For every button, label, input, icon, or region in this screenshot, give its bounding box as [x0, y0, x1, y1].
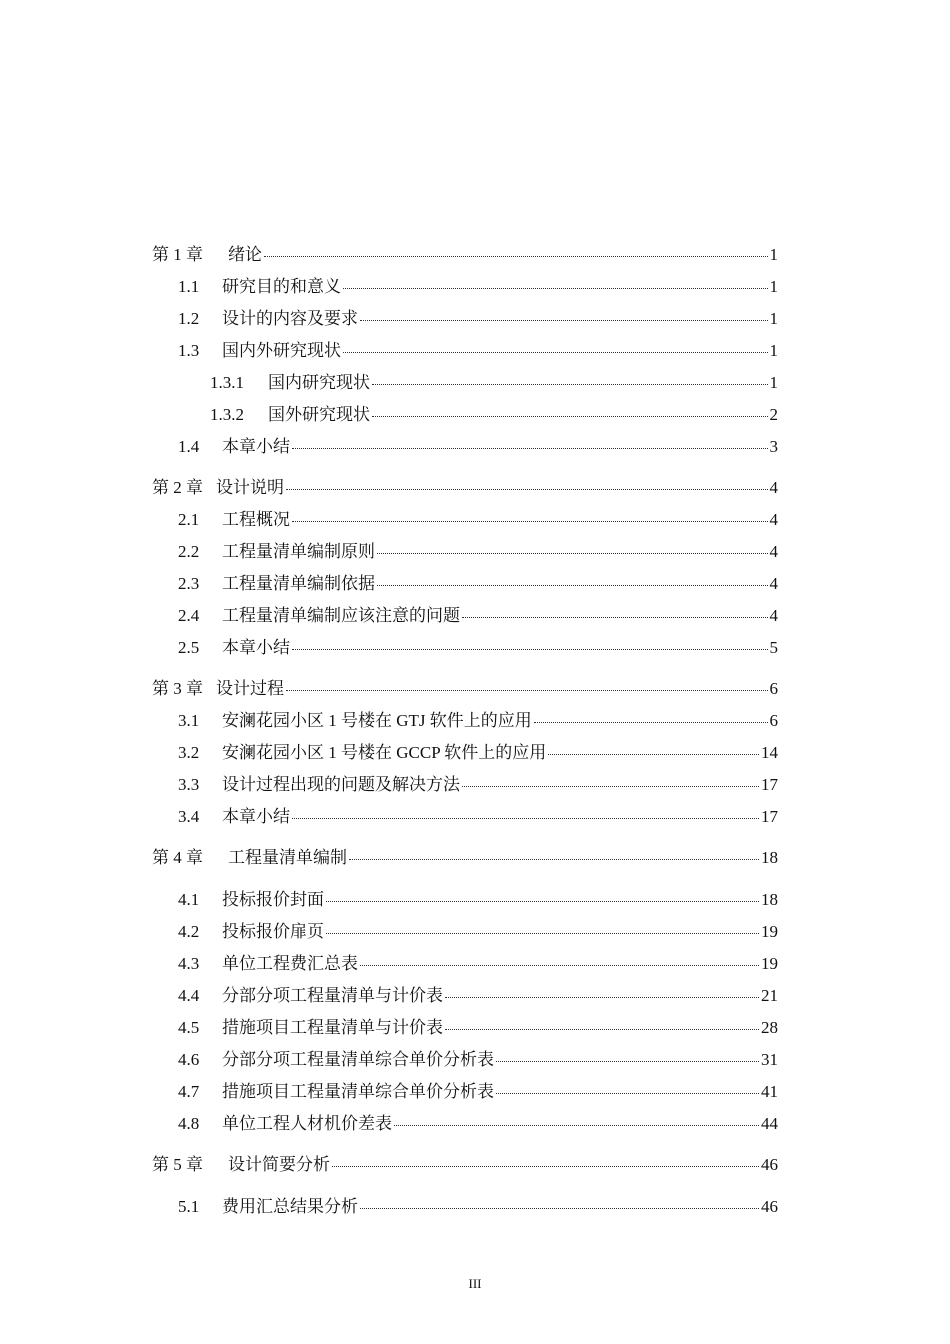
dot-leader — [264, 255, 768, 257]
toc-entry-title: 国内外研究现状 — [222, 341, 341, 360]
toc-entry[interactable] — [178, 1049, 778, 1071]
toc-entry-title: 工程量清单编制原则 — [222, 542, 375, 561]
dot-leader — [343, 351, 768, 353]
toc-entry-title: 研究目的和意义 — [222, 277, 341, 296]
toc-entry-page: 4 — [769, 510, 778, 529]
toc-entry-page: 41 — [761, 1082, 778, 1101]
toc-chapter-entry[interactable] — [152, 678, 778, 700]
toc-entry[interactable] — [178, 1081, 778, 1103]
dot-leader — [394, 1124, 759, 1126]
toc-entry-page: 4 — [769, 478, 778, 497]
dot-leader — [377, 584, 768, 586]
toc-entry-page: 6 — [769, 711, 778, 730]
toc-entry-number: 4.4 — [178, 986, 200, 1005]
toc-entry-title: 工程量清单编制应该注意的问题 — [222, 606, 460, 625]
toc-entry-title: 设计的内容及要求 — [222, 309, 358, 328]
toc-entry-title: 设计简要分析 — [228, 1155, 330, 1175]
toc-entry-page: 3 — [769, 437, 778, 456]
toc-entry-number: 2.4 — [178, 606, 200, 625]
toc-entry-number: 2.1 — [178, 510, 200, 529]
toc-entry-page: 21 — [761, 986, 778, 1005]
toc-entry-title: 本章小结 — [222, 638, 290, 657]
toc-entry-number: 3.1 — [178, 711, 200, 730]
toc-entry-number: 第 1 章 — [152, 245, 203, 264]
toc-entry-number: 第 2 章 — [152, 478, 203, 497]
toc-entry[interactable] — [178, 985, 778, 1007]
dot-leader — [292, 520, 768, 522]
dot-leader — [349, 858, 759, 860]
toc-entry[interactable] — [178, 509, 778, 531]
toc-entry-number: 3.3 — [178, 775, 200, 794]
toc-entry-page: 17 — [761, 807, 778, 826]
toc-entry[interactable] — [178, 889, 778, 911]
dot-leader — [360, 319, 768, 321]
toc-entry-number: 4.1 — [178, 890, 200, 909]
toc-entry[interactable] — [178, 340, 778, 362]
toc-entry-number: 1.3 — [178, 341, 200, 360]
toc-entry[interactable] — [178, 541, 778, 563]
toc-entry-page: 1 — [769, 309, 778, 328]
toc-entry-page: 1 — [769, 277, 778, 296]
toc-entry-number: 1.1 — [178, 277, 200, 296]
toc-entry[interactable] — [178, 276, 778, 298]
toc-entry-page: 14 — [761, 743, 778, 762]
toc-entry-title: 设计说明 — [216, 478, 284, 498]
toc-entry[interactable] — [178, 1017, 778, 1039]
toc-entry-page: 5 — [769, 638, 778, 657]
dot-leader — [548, 753, 759, 755]
dot-leader — [292, 648, 768, 650]
toc-entry-number: 1.3.1 — [210, 373, 244, 392]
toc-entry-number: 2.3 — [178, 574, 200, 593]
toc-entry-title: 费用汇总结果分析 — [222, 1197, 358, 1216]
toc-entry[interactable] — [178, 710, 778, 732]
dot-leader — [332, 1165, 759, 1167]
toc-entry-title: 分部分项工程量清单与计价表 — [222, 986, 443, 1005]
toc-entry-title: 绪论 — [228, 245, 262, 265]
dot-leader — [360, 964, 759, 966]
toc-entry-page: 28 — [761, 1018, 778, 1037]
dot-leader — [462, 785, 759, 787]
dot-leader — [445, 1028, 759, 1030]
toc-entry-title: 设计过程出现的问题及解决方法 — [222, 775, 460, 794]
toc-entry-title: 投标报价扉页 — [222, 922, 324, 941]
toc-entry-page: 4 — [769, 574, 778, 593]
toc-entry-number: 3.4 — [178, 807, 200, 826]
toc-entry-number: 2.5 — [178, 638, 200, 657]
toc-entry-page: 1 — [769, 373, 778, 392]
dot-leader — [372, 415, 768, 417]
toc-entry-title: 国内研究现状 — [268, 373, 370, 392]
toc-entry-number: 5.1 — [178, 1197, 200, 1216]
toc-entry[interactable] — [178, 308, 778, 330]
toc-entry-number: 2.2 — [178, 542, 200, 561]
toc-entry-page: 1 — [769, 245, 778, 264]
toc-entry[interactable] — [178, 573, 778, 595]
toc-entry[interactable] — [210, 404, 778, 426]
dot-leader — [292, 817, 759, 819]
dot-leader — [462, 616, 768, 618]
toc-entry-title: 安澜花园小区 1 号楼在 GCCP 软件上的应用 — [222, 743, 547, 762]
toc-entry-number: 4.5 — [178, 1018, 200, 1037]
toc-entry-title: 设计过程 — [216, 679, 284, 699]
toc-entry[interactable] — [178, 637, 778, 659]
toc-chapter-entry[interactable] — [152, 244, 778, 266]
toc-entry-page: 18 — [761, 890, 778, 909]
toc-entry[interactable] — [178, 806, 778, 828]
toc-entry-page: 4 — [769, 606, 778, 625]
toc-entry-number: 4.7 — [178, 1082, 200, 1101]
dot-leader — [286, 488, 768, 490]
dot-leader — [292, 447, 768, 449]
toc-entry-page: 4 — [769, 542, 778, 561]
toc-entry[interactable] — [178, 436, 778, 458]
toc-entry-number: 3.2 — [178, 743, 200, 762]
dot-leader — [534, 721, 768, 723]
toc-entry-page: 31 — [761, 1050, 778, 1069]
toc-entry-title: 措施项目工程量清单与计价表 — [222, 1018, 443, 1037]
dot-leader — [496, 1060, 759, 1062]
toc-entry-page: 46 — [761, 1197, 778, 1216]
toc-entry-number: 4.6 — [178, 1050, 200, 1069]
page-number: III — [468, 1276, 482, 1291]
toc-entry-title: 安澜花园小区 1 号楼在 GTJ 软件上的应用 — [222, 711, 532, 730]
toc-entry[interactable] — [178, 953, 778, 975]
toc-entry[interactable] — [210, 372, 778, 394]
toc-entry-number: 第 5 章 — [152, 1155, 203, 1174]
toc-entry-title: 本章小结 — [222, 437, 290, 456]
toc-entry-title: 单位工程人材机价差表 — [222, 1114, 392, 1133]
toc-chapter-entry[interactable] — [152, 477, 778, 499]
toc-entry-title: 工程量清单编制依据 — [222, 574, 375, 593]
dot-leader — [326, 900, 759, 902]
toc-entry-number: 4.2 — [178, 922, 200, 941]
dot-leader — [372, 383, 768, 385]
toc-entry-page: 44 — [761, 1114, 778, 1133]
toc-entry-page: 19 — [761, 954, 778, 973]
toc-entry-page: 17 — [761, 775, 778, 794]
toc-entry-number: 第 3 章 — [152, 679, 203, 698]
dot-leader — [496, 1092, 759, 1094]
dot-leader — [343, 287, 768, 289]
toc-entry-number: 1.4 — [178, 437, 200, 456]
toc-entry-title: 措施项目工程量清单综合单价分析表 — [222, 1082, 494, 1101]
toc-entry-page: 18 — [761, 848, 778, 867]
toc-chapter-entry[interactable] — [152, 847, 778, 869]
dot-leader — [326, 932, 759, 934]
toc-entry[interactable] — [178, 605, 778, 627]
toc-entry-title: 分部分项工程量清单综合单价分析表 — [222, 1050, 494, 1069]
toc-entry-title: 本章小结 — [222, 807, 290, 826]
toc-entry-title: 工程概况 — [222, 510, 290, 529]
toc-entry-page: 1 — [769, 341, 778, 360]
toc-entry-title: 单位工程费汇总表 — [222, 954, 358, 973]
dot-leader — [445, 996, 759, 998]
toc-entry-page: 6 — [769, 679, 778, 698]
toc-entry-page: 2 — [769, 405, 778, 424]
toc-entry-page: 46 — [761, 1155, 778, 1174]
toc-entry-number: 第 4 章 — [152, 848, 203, 867]
toc-entry-title: 投标报价封面 — [222, 890, 324, 909]
toc-entry[interactable] — [178, 774, 778, 796]
toc-chapter-entry[interactable] — [152, 1154, 778, 1176]
toc-entry[interactable] — [178, 742, 778, 764]
toc-entry-number: 4.8 — [178, 1114, 200, 1133]
toc-entry[interactable] — [178, 921, 778, 943]
toc-entry[interactable] — [178, 1113, 778, 1135]
toc-entry-number: 1.3.2 — [210, 405, 244, 424]
toc-entry-title: 工程量清单编制 — [228, 848, 347, 868]
toc-entry-page: 19 — [761, 922, 778, 941]
dot-leader — [360, 1207, 759, 1209]
toc-entry-number: 4.3 — [178, 954, 200, 973]
dot-leader — [286, 689, 768, 691]
toc-entry[interactable] — [178, 1196, 778, 1218]
dot-leader — [377, 552, 768, 554]
toc-entry-title: 国外研究现状 — [268, 405, 370, 424]
toc-entry-number: 1.2 — [178, 309, 200, 328]
